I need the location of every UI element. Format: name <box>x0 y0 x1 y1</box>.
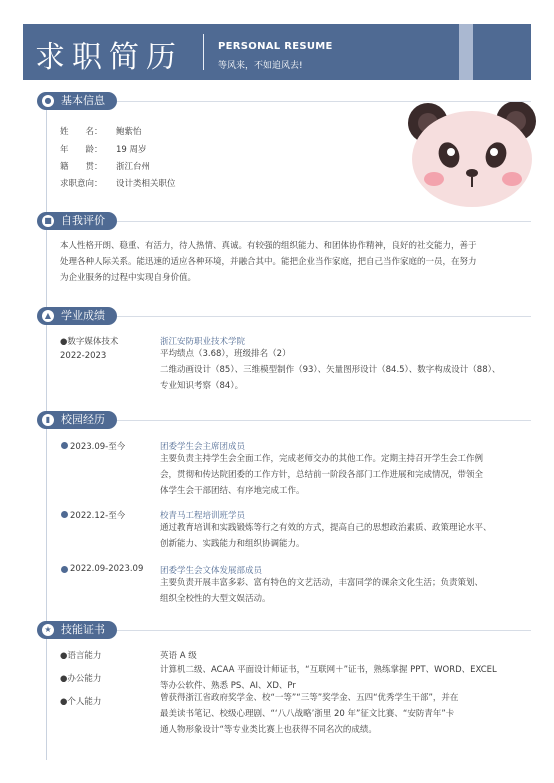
graduation-cap-icon: ▲ <box>42 310 54 322</box>
info-label-hometown: 籍 贯： <box>60 162 103 172</box>
section-education-title: ▲ 学业成绩 <box>37 307 117 325</box>
campus-description: 主要负责主持学生会全面工作，完成老师交办的其他工作。定期主持召开学生会工作例 会，贯彻和传达院团委的工作方针，总结前一阶段各部门工作进展和完成情况，带领全 体学生会干部团结、有序地完成工作。 <box>160 454 484 496</box>
section-divider <box>117 420 531 421</box>
info-value-age: 19 周岁 <box>116 145 147 155</box>
resume-subtitle: PERSONAL RESUME <box>218 41 333 52</box>
skill-value: 英语 A 级 <box>160 651 197 661</box>
section-divider <box>117 221 531 222</box>
campus-description: 通过教育培训和实践锻炼等行之有效的方式，提高自己的思想政治素质、政策理论水平、 创新能力、实践能力和组织协调能力。 <box>160 523 492 549</box>
section-basic-info <box>37 92 531 110</box>
building-icon: ▮ <box>42 414 54 426</box>
info-value-name: 鲍紫怡 <box>116 127 142 137</box>
info-label-name: 姓 名： <box>60 127 103 137</box>
skill-value: 曾获得浙江省政府奖学金、校“一等”“三等”奖学金、五四“优秀学生干部”，并在 最美读书笔记、校级心理剧、“‘八八战略’浙里 20 年”征文比赛、“安防青年”卡 通人物形象设计“等专业类比赛上也获得不同名次的成绩。 <box>160 693 459 735</box>
education-school: 浙江安防职业技术学院 <box>160 337 246 347</box>
trophy-icon: ★ <box>42 624 54 636</box>
campus-bullet <box>61 442 68 449</box>
skill-label: ●办公能力 <box>60 674 102 684</box>
info-label-age: 年 龄： <box>60 145 103 155</box>
section-self-eval <box>37 212 531 230</box>
campus-description: 主要负责开展丰富多彩、富有特色的文艺活动，丰富同学的课余文化生活；负责策划、 组织全校性的大型文娱活动。 <box>160 578 484 604</box>
campus-date: 2023.09-至今 <box>70 442 126 452</box>
section-skills-title: ★ 技能证书 <box>37 621 117 639</box>
campus-title: 校青马工程培训班学员 <box>160 511 246 521</box>
skill-value: 计算机二级、ACAA 平面设计师证书，“互联网＋”证书，熟练掌握 PPT、WORD、EXCEL 等办公软件、熟悉 PS、AI、XD、Pr <box>160 665 497 691</box>
section-divider <box>117 630 531 631</box>
skill-label: ●语言能力 <box>60 651 102 661</box>
info-value-hometown: 浙江台州 <box>116 162 151 172</box>
campus-date: 2022.09-2023.09 <box>70 564 144 574</box>
section-basic-info-title: ● 基本信息 <box>37 92 117 110</box>
timeline-line <box>46 100 47 760</box>
campus-title: 团委学生会文体发展部成员 <box>160 566 263 576</box>
header-accent-stripe <box>459 24 473 80</box>
education-major: ●数字媒体技术 <box>60 337 119 347</box>
resume-slogan: 等风来，不如追风去! <box>218 61 303 71</box>
section-divider <box>117 101 531 102</box>
campus-title: 团委学生会主席团成员 <box>160 442 246 452</box>
campus-bullet <box>61 511 68 518</box>
section-campus <box>37 411 531 429</box>
section-skills <box>37 621 531 639</box>
info-label-objective: 求职意向： <box>60 179 103 189</box>
header-banner <box>23 24 531 80</box>
self-eval-text: 本人性格开朗、稳重、有活力，待人热情、真诚。有较强的组织能力、和团体协作精神，良好的社交能力，善于 处理各种人际关系。能迅速的适应各种环境，并融合其中。能把企业当作家庭，把自己当作家庭的一员，在努力 为企业服务的过程中实现自身价值。 <box>60 241 477 283</box>
panda-illustration <box>404 101 540 211</box>
resume-title: 求职简历 <box>35 40 183 75</box>
section-campus-title: ▮ 校园经历 <box>37 411 117 429</box>
campus-date: 2022.12-至今 <box>70 511 126 521</box>
campus-bullet <box>61 566 68 573</box>
education-details: 平均绩点（3.68），班级排名（2） 二维动画设计（85）、三维模型制作（93）、矢量图形设计（84.5）、数字构成设计（88）、 专业知识考察（84）。 <box>160 349 501 391</box>
info-value-objective: 设计类相关职位 <box>116 179 176 189</box>
section-education <box>37 307 531 325</box>
header-divider <box>203 34 204 70</box>
section-divider <box>117 316 531 317</box>
chat-icon: ■ <box>42 215 54 227</box>
section-self-eval-title: ■ 自我评价 <box>37 212 117 230</box>
user-icon: ● <box>42 95 54 107</box>
education-period: 2022-2023 <box>60 351 107 361</box>
skill-label: ●个人能力 <box>60 697 102 707</box>
